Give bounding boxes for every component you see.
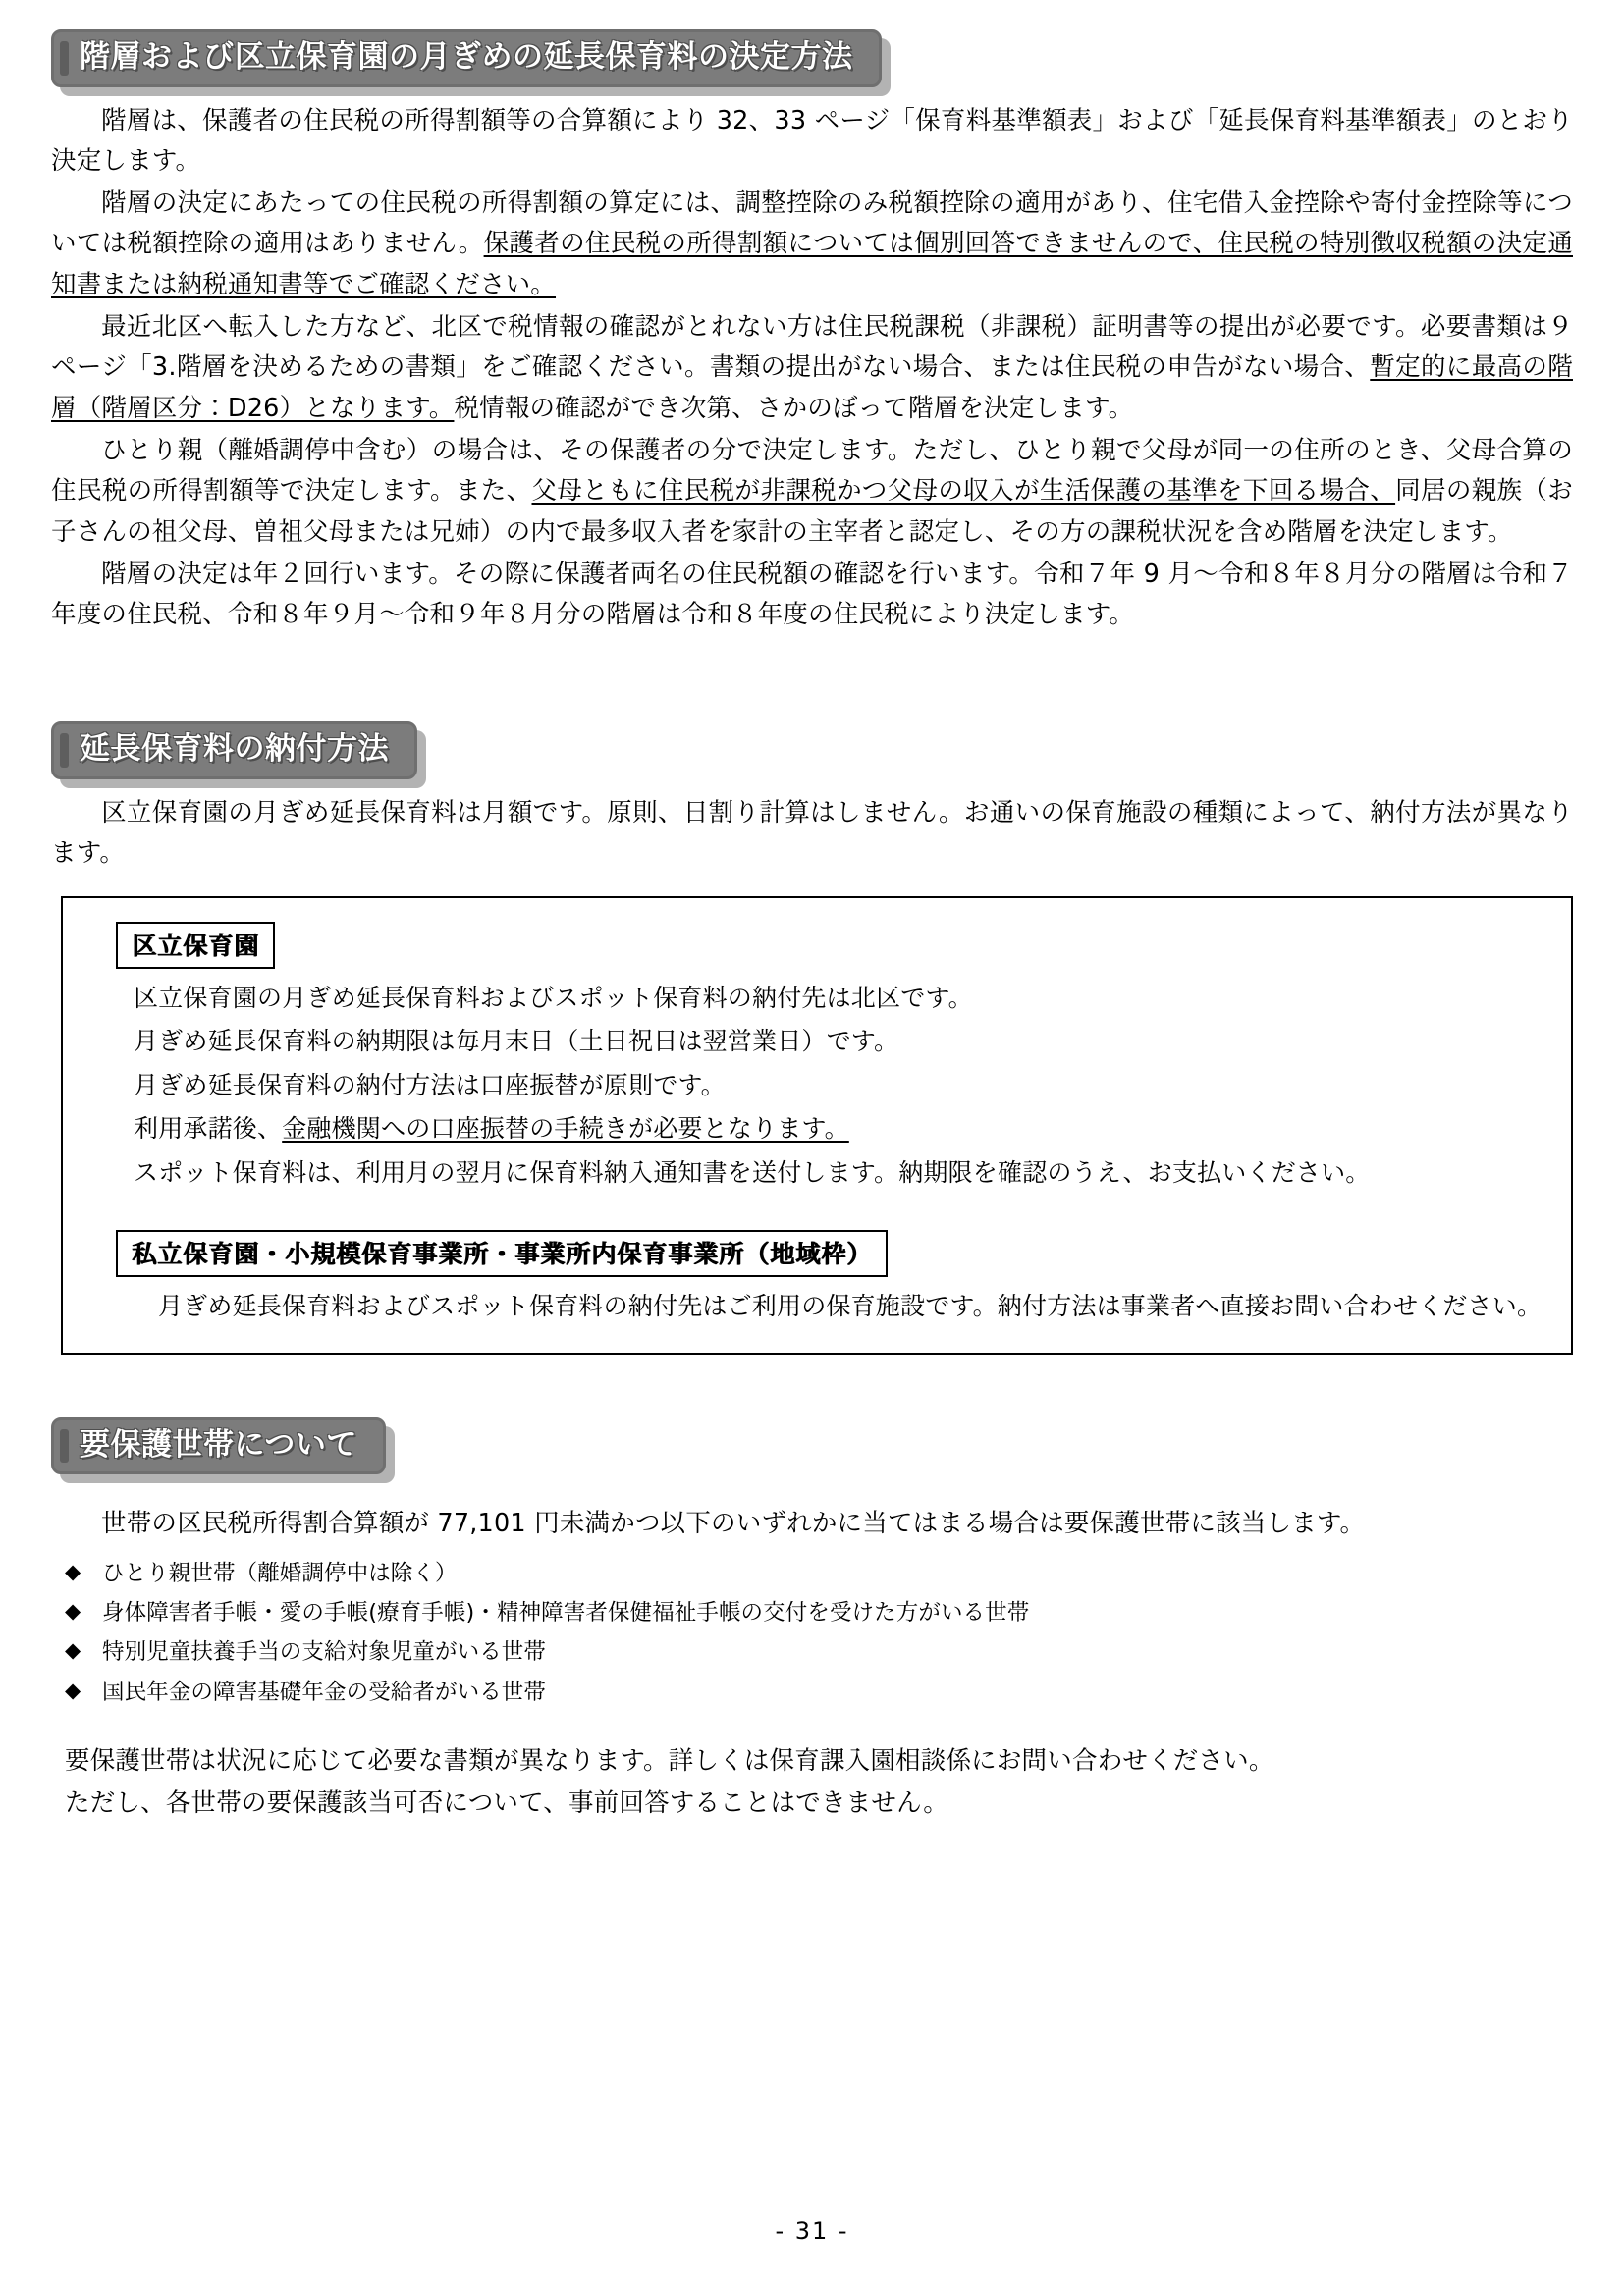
section3-intro bbox=[51, 1504, 1573, 1544]
paragraph bbox=[51, 555, 1573, 636]
paragraph bbox=[51, 1741, 1573, 1782]
paragraph-text: 要保護世帯は状況に応じて必要な書類が異なります。詳しくは保育課入園相談係にお問い合わせください。 bbox=[65, 1745, 1274, 1776]
paragraph bbox=[51, 793, 1573, 875]
box-inner-gap bbox=[88, 1197, 1545, 1226]
section-heading-protected-household bbox=[51, 1417, 386, 1475]
paragraph-underlined-text: 父母ともに住民税が非課税かつ父母の収入が生活保護の基準を下回る場合、 bbox=[531, 476, 1396, 507]
heading-gap bbox=[0, 87, 1624, 101]
paragraph-text: 世帯の区民税所得割合算額が 77,101 円未満かつ以下のいずれかに当てはまる場合は要保護世帯に該当します。 bbox=[101, 1509, 1366, 1539]
list-item bbox=[65, 1554, 1573, 1593]
paragraph-text: 階層の決定は年２回行います。その際に保護者両名の住民税額の確認を行います。令和７年 9 月～令和８年８月分の階層は令和７年度の住民税、令和８年９月～令和９年８月分の階層は令和８年度の住民税により決定します。 bbox=[51, 559, 1573, 630]
box-line: 月ぎめ延長保育料の納付方法は口座振替が原則です。 bbox=[134, 1070, 726, 1099]
heading-band bbox=[51, 1417, 386, 1475]
heading-left-tab-icon bbox=[60, 733, 69, 768]
box-paragraph: 月ぎめ延長保育料およびスポット保育料の納付先はご利用の保育施設です。納付方法は事業者へ直接お問い合わせください。 bbox=[158, 1292, 1543, 1321]
section-heading-tier-determination bbox=[51, 29, 882, 87]
section-gap bbox=[0, 1355, 1624, 1417]
list-item bbox=[65, 1632, 1573, 1672]
paragraph-text: 最近北区へ転入した方など、北区で税情報の確認がとれない方は住民税課税（非課税）証明書等の提出が必要です。必要書類は９ページ「3.階層を決めるための書類」をご確認ください。書類の提出がない場合、または住民税の申告がない場合、 bbox=[51, 312, 1573, 383]
box-label-private-nursery: 私立保育園・小規模保育事業所・事業所内保育事業所（地域枠） bbox=[116, 1230, 888, 1277]
list-item-label: 身体障害者手帳・愛の手帳(療育手帳)・精神障害者保健福祉手帳の交付を受けた方がいる世帯 bbox=[102, 1600, 1030, 1627]
paragraph bbox=[51, 431, 1573, 553]
list-item bbox=[65, 1593, 1573, 1632]
paragraph bbox=[51, 1504, 1573, 1544]
list-item-label: 特別児童扶養手当の支給対象児童がいる世帯 bbox=[102, 1639, 547, 1666]
heading-text: 延長保育料の納付方法 bbox=[80, 731, 389, 768]
heading-text: 要保護世帯について bbox=[80, 1426, 357, 1463]
box-line: 月ぎめ延長保育料の納期限は毎月末日（土日祝日は翌営業日）です。 bbox=[134, 1027, 899, 1056]
top-spacer bbox=[0, 0, 1624, 29]
list-gap bbox=[0, 1712, 1624, 1741]
paragraph bbox=[51, 101, 1573, 183]
box-line: 区立保育園の月ぎめ延長保育料およびスポット保育料の納付先は北区です。 bbox=[134, 983, 973, 1012]
paragraph-text: 区立保育園の月ぎめ延長保育料は月額です。原則、日割り計算はしません。お通いの保育施設の種類によって、納付方法が異なります。 bbox=[51, 797, 1573, 869]
diamond-bullet-icon: ◆ bbox=[65, 1599, 81, 1624]
section1-body bbox=[51, 101, 1573, 636]
box-line-underlined-text: 金融機関への口座振替の手続きが必要となります。 bbox=[282, 1114, 849, 1144]
paragraph bbox=[51, 307, 1573, 429]
heading-left-tab-icon bbox=[60, 1429, 69, 1464]
diamond-bullet-icon: ◆ bbox=[65, 1638, 81, 1663]
section-gap bbox=[0, 637, 1624, 721]
payment-method-box bbox=[61, 896, 1573, 1355]
section3-closing bbox=[51, 1741, 1573, 1825]
heading-band bbox=[51, 29, 882, 87]
paragraph-text: 階層の決定にあたっての住民税の所得割額の算定には、調整控除のみ税額控除の適用があり、住宅借入金控除や寄付金控除等については税額控除の適用はありません。 bbox=[51, 188, 1573, 259]
diamond-bullet-icon: ◆ bbox=[65, 1678, 81, 1702]
diamond-bullet-icon: ◆ bbox=[65, 1560, 81, 1584]
heading-left-tab-icon bbox=[60, 41, 69, 76]
paragraph bbox=[51, 1784, 1573, 1824]
section2-intro bbox=[51, 793, 1573, 875]
heading-gap bbox=[0, 779, 1624, 793]
paragraph-text: ただし、各世帯の要保護該当可否について、事前回答することはできません。 bbox=[65, 1788, 949, 1818]
paragraph-text: 税情報の確認ができ次第、さかのぼって階層を決定します。 bbox=[454, 393, 1134, 423]
heading-band bbox=[51, 721, 417, 779]
paragraph-underlined-text: 暫定的に最高の階層（階層区分：D26）となります。 bbox=[51, 352, 1573, 423]
box-label-public-nursery: 区立保育園 bbox=[116, 922, 275, 969]
paragraph bbox=[51, 184, 1573, 305]
paragraph-underlined-text: 保護者の住民税の所得割額については個別回答できませんので、住民税の特別徴収税額の決定通知書または納税通知書等でご確認ください。 bbox=[51, 229, 1573, 299]
heading-text: 階層および区立保育園の月ぎめの延長保育料の決定方法 bbox=[80, 39, 853, 75]
protected-household-criteria-list bbox=[0, 1554, 1624, 1711]
section-heading-payment-method bbox=[51, 721, 417, 779]
list-item bbox=[65, 1673, 1573, 1712]
paragraph-text: 同居の親族（お子さんの祖父母、曽祖父母または兄姉）の内で最多収入者を家計の主宰者と認定し、その方の課税状況を含め階層を決定します。 bbox=[51, 476, 1573, 547]
list-item-label: ひとり親世帯（離婚調停中は除く） bbox=[102, 1561, 458, 1587]
list-item-label: 国民年金の障害基礎年金の受給者がいる世帯 bbox=[102, 1679, 547, 1705]
paragraph-text: 階層は、保護者の住民税の所得割額等の合算額により 32、33 ページ「保育料基準額表」および「延長保育料基準額表」のとおり決定します。 bbox=[51, 105, 1573, 176]
heading-gap bbox=[0, 1474, 1624, 1504]
paragraph-text: ひとり親（離婚調停中含む）の場合は、その保護者の分で決定します。ただし、ひとり親で父母が同一の住所のとき、父母合算の住民税の所得割額等で決定します。また、 bbox=[51, 435, 1573, 507]
page-number: - 31 - bbox=[775, 2217, 849, 2245]
box-line-prefix: 利用承諾後、 bbox=[134, 1114, 283, 1144]
box-line: スポット保育料は、利用月の翌月に保育料納入通知書を送付します。納期限を確認のうえ、お支払いください。 bbox=[134, 1157, 1371, 1187]
box-line-with-underline bbox=[88, 1109, 1545, 1149]
